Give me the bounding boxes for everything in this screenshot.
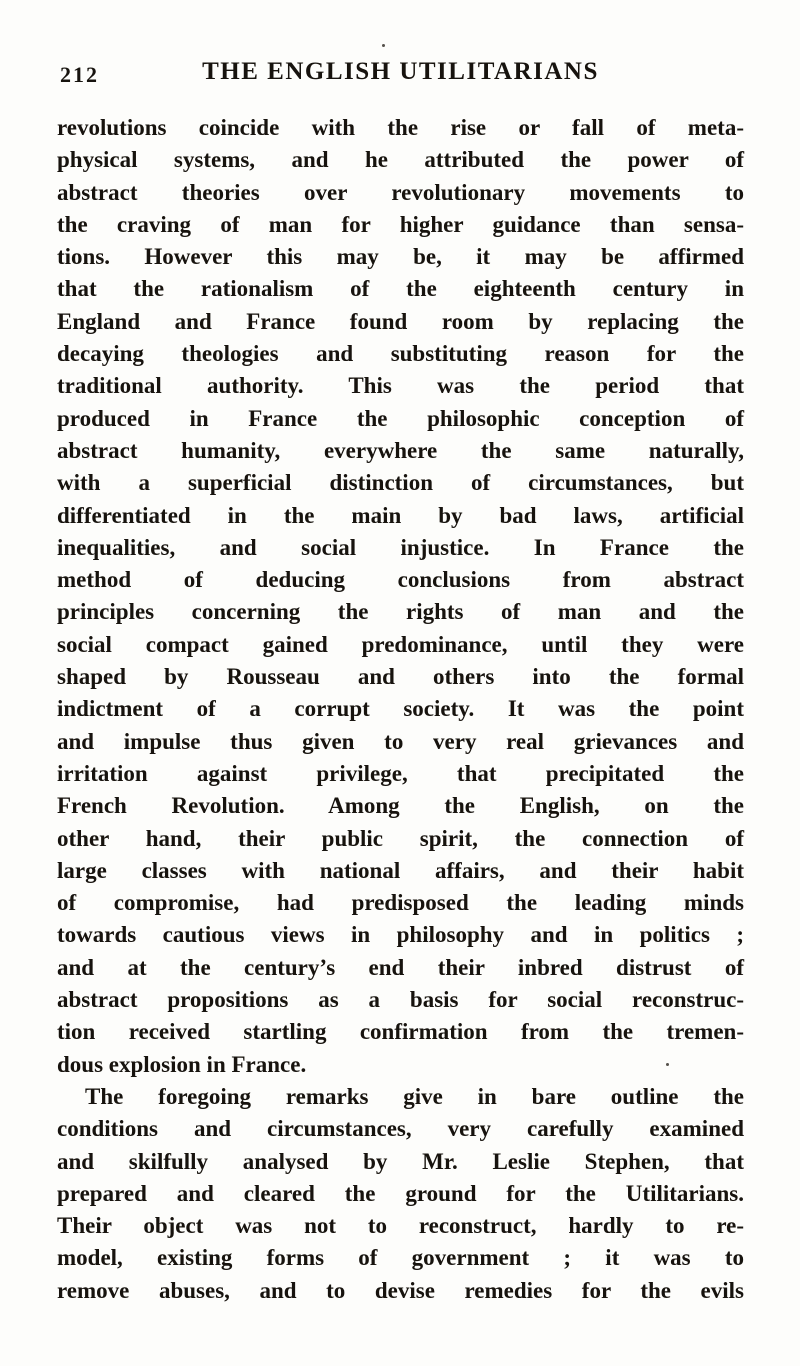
- running-title: THE ENGLISH UTILITARIANS: [202, 58, 599, 85]
- text-line: decaying theologies and substituting reason for the: [57, 341, 744, 367]
- text-line: abstract humanity, everywhere the same naturally,: [57, 437, 744, 463]
- text-line: and impulse thus given to very real grievances and: [57, 728, 744, 754]
- body-text: [57, 112, 744, 1307]
- text-line: revolutions coincide with the rise or fall of meta-: [57, 115, 744, 140]
- text-line: French Revolution. Among the English, on the: [57, 793, 744, 819]
- text-line: The foregoing remarks give in bare outline the: [85, 1083, 744, 1109]
- text-line: of compromise, had predisposed the leading minds: [57, 890, 744, 916]
- text-line: model, existing forms of government ; it was to: [57, 1245, 744, 1271]
- text-line: and skilfully analysed by Mr. Leslie Stephen, that: [57, 1148, 744, 1174]
- text-line: England and France found room by replacing the: [57, 308, 744, 334]
- text-line: abstract theories over revolutionary movements to: [57, 179, 744, 205]
- text-line: abstract propositions as a basis for social reconstruc-: [57, 987, 744, 1013]
- text-line: produced in France the philosophic conception of: [57, 405, 744, 431]
- text-line: with a superficial distinction of circumstances, but: [57, 470, 744, 496]
- text-line: dous explosion in France.: [57, 1051, 307, 1077]
- text-line: remove abuses, and to devise remedies for the evils: [57, 1277, 744, 1303]
- text-line: the craving of man for higher guidance than sensa-: [57, 211, 744, 237]
- text-line: method of deducing conclusions from abstract: [57, 567, 744, 593]
- text-line: shaped by Rousseau and others into the formal: [57, 664, 744, 690]
- text-line: differentiated in the main by bad laws, artificial: [57, 502, 744, 528]
- running-head: [57, 58, 744, 112]
- text-line: social compact gained predominance, until they were: [57, 631, 744, 657]
- text-line: large classes with national affairs, and their habit: [57, 857, 744, 883]
- text-line: physical systems, and he attributed the power of: [57, 147, 744, 173]
- text-line: Their object was not to reconstruct, hardly to re-: [57, 1213, 744, 1239]
- text-line: tions. However this may be, it may be affirmed: [57, 244, 744, 270]
- text-line: prepared and cleared the ground for the Utilitarians.: [57, 1180, 744, 1206]
- text-line: inequalities, and social injustice. In France the: [57, 534, 744, 560]
- paragraph: [57, 1081, 744, 1307]
- text-line: and at the century’s end their inbred distrust of: [57, 954, 744, 980]
- paragraph: [57, 112, 744, 1081]
- text-line: that the rationalism of the eighteenth century in: [57, 276, 744, 302]
- text-line: irritation against privilege, that precipitated the: [57, 760, 744, 786]
- text-line: other hand, their public spirit, the connection of: [57, 825, 744, 851]
- page-number: 212: [60, 62, 99, 87]
- text-line: towards cautious views in philosophy and in politics ;: [57, 922, 744, 948]
- text-line: traditional authority. This was the period that: [57, 373, 744, 399]
- text-line: tion received startling confirmation from the tremen-: [57, 1019, 744, 1045]
- ink-speck: [382, 44, 385, 47]
- text-block: [57, 58, 744, 1307]
- text-line: principles concerning the rights of man and the: [57, 599, 744, 625]
- text-line: indictment of a corrupt society. It was the point: [57, 696, 744, 722]
- text-line: conditions and circumstances, very carefully examined: [57, 1116, 744, 1142]
